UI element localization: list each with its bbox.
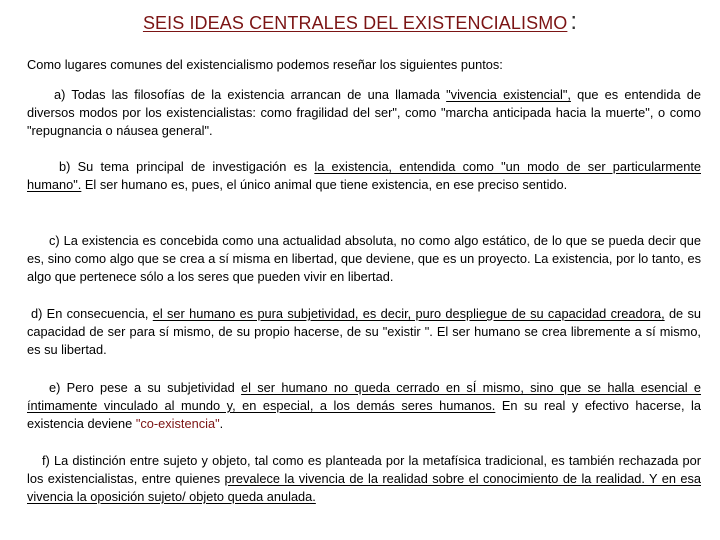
intro-text: Como lugares comunes del existencialismo podemos reseñar los siguientes puntos: [27, 57, 503, 72]
point-d-text: d) En consecuencia, [31, 306, 153, 321]
point-c [27, 232, 701, 286]
point-d-underlined: el ser humano es pura subjetividad, es decir, puro despliegue de su capacidad creadora, [152, 306, 665, 321]
point-a-text-end: que es entendida de diversos modos por los existencialistas: como fragilidad del ser", como "marcha anticipada hacia la muerte", o como "repugnancia o náusea general". [27, 87, 701, 138]
point-a-underlined: "vivencia existencial", [446, 87, 571, 102]
point-e-underlined: el ser humano no queda cerrado en sÍ mismo, sino que se halla esencial e íntimamente vinculado al mundo y, en especial, a los demás seres humanos. [27, 380, 701, 413]
point-c-text: c) La existencia es concebida como una actualidad absoluta, no como algo estático, de lo que se pueda decir que es, sino como algo que se crea a sí misma en libertad, que deviene, que es un proyecto. La existencia, por lo tanto, es algo que pertenece sólo a los seres que pueden vivir en libertad. [27, 233, 701, 284]
title-container [0, 8, 720, 36]
point-d-text-end: de su capacidad de ser para sí mismo, de su propio hacerse, de su "existir ". El ser humano se crea libremente a sí mismo, es su libertad. [27, 306, 701, 357]
point-d [27, 305, 701, 359]
point-b [27, 158, 701, 194]
point-b-text: b) Su tema principal de investigación es [59, 159, 315, 174]
title-colon: : [570, 8, 578, 35]
point-e-highlight: "co-existencia" [135, 416, 220, 431]
point-e-text: e) Pero pese a su subjetividad [49, 380, 242, 395]
point-f [27, 452, 701, 506]
point-e-text-mid: En su real y efectivo hacerse, la existencia deviene [27, 398, 701, 431]
point-e [27, 379, 701, 433]
point-f-text: f) La distinción entre sujeto y objeto, tal como es planteada por la metafísica tradicional, es también rechazada por los existencialistas, entre quienes [27, 453, 701, 486]
point-f-underlined: prevalece la vivencia de la realidad sobre el conocimiento de la realidad. Y en esa vivencia la oposición sujeto/ objeto queda anulada. [27, 471, 701, 504]
point-a-text: a) Todas las filosofías de la existencia arrancan de una llamada [54, 87, 447, 102]
point-b-underlined: la existencia, entendida como "un modo de ser particularmente humano". [27, 159, 701, 192]
point-e-text-end: . [219, 416, 224, 431]
slide-title: SEIS IDEAS CENTRALES DEL EXISTENCIALISMO [142, 13, 568, 33]
point-a [27, 86, 701, 140]
point-b-text-end: El ser humano es, pues, el único animal que tiene existencia, en ese preciso sentido. [81, 177, 568, 192]
